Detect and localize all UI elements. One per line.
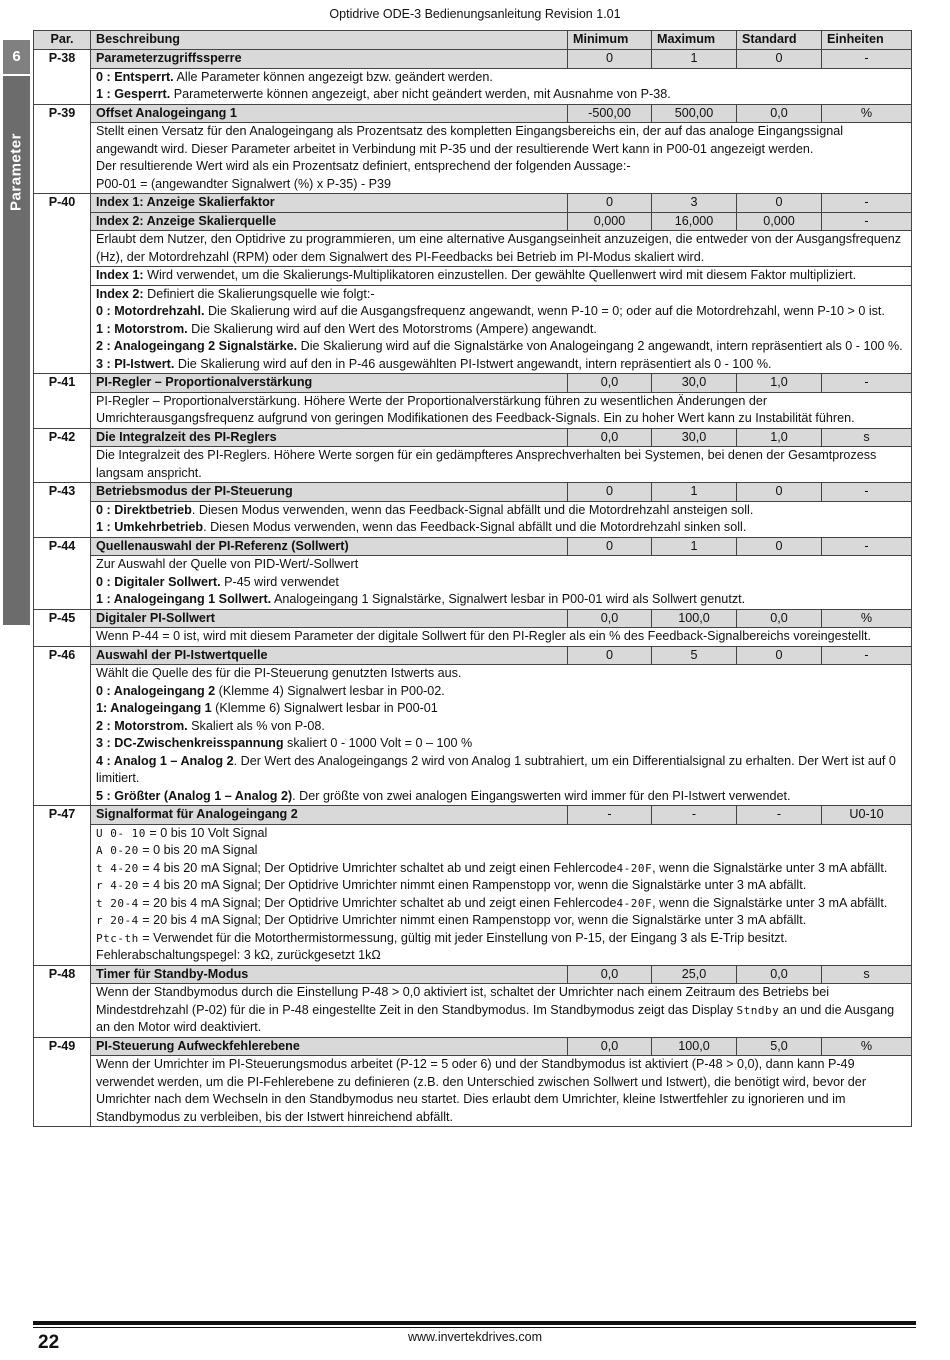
param-description bbox=[91, 556, 912, 610]
param-name: Auswahl der PI-Istwertquelle bbox=[91, 646, 568, 665]
param-default: 0,0 bbox=[737, 965, 822, 984]
param-description bbox=[91, 267, 912, 286]
param-desc-p46 bbox=[34, 665, 912, 806]
param-desc-p45 bbox=[34, 628, 912, 647]
option-label: 0 : Motordrehzahl. bbox=[96, 304, 205, 318]
param-desc-p49 bbox=[34, 1056, 912, 1127]
param-name: Quellenauswahl der PI-Referenz (Sollwert) bbox=[91, 537, 568, 556]
option-label: 0 : Entsperrt. bbox=[96, 69, 174, 84]
display-code: t 4-20 bbox=[96, 861, 139, 875]
param-min: 0,0 bbox=[568, 374, 652, 393]
param-unit: % bbox=[822, 104, 912, 123]
option-text: Die Skalierung wird auf den in P-46 ausgewählten PI-Istwert angewandt, intern repräsentiert als 0 - 100 %. bbox=[174, 356, 772, 371]
option-label: Index 2: bbox=[96, 286, 144, 301]
param-id: P-43 bbox=[34, 483, 91, 538]
param-name: Index 1: Anzeige Skalierfaktor bbox=[91, 194, 568, 213]
param-desc-p39 bbox=[34, 123, 912, 194]
page-number: 22 bbox=[38, 1332, 60, 1353]
param-max: 5 bbox=[652, 646, 737, 665]
option-text: . Der Wert des Analogeingangs 2 wird von Analog 1 subtrahiert, um ein Differentialsignal zu erhalten. Der Wert ist auf 0 limitiert. bbox=[96, 753, 896, 785]
param-name: Die Integralzeit des PI-Reglers bbox=[91, 428, 568, 447]
param-desc-p40 bbox=[34, 231, 912, 267]
param-min: - bbox=[568, 806, 652, 825]
display-code: t 20-4 bbox=[96, 896, 139, 910]
option-text: = 20 bis 4 mA Signal; Der Optidrive Umrichter nimmt einen Rampenstopp vor, wenn die Signalstärke unter 3 mA abfällt. bbox=[138, 913, 807, 927]
param-id: P-40 bbox=[34, 194, 91, 374]
desc-text: Zur Auswahl der Quelle von PID-Wert/-Sollwert bbox=[96, 557, 359, 571]
param-max: - bbox=[652, 806, 737, 825]
param-default: 1,0 bbox=[737, 428, 822, 447]
footer-divider bbox=[33, 1327, 916, 1328]
param-min: 0 bbox=[568, 194, 652, 213]
option-text: Die Skalierung wird auf die Ausgangsfrequenz angewandt, wenn P-10 = 0; oder auf die Motordrehzahl, wenn P-10 > 0 ist. bbox=[204, 304, 885, 318]
param-min: 0,0 bbox=[568, 428, 652, 447]
display-code: Stndby bbox=[736, 1003, 780, 1017]
param-min: 0,0 bbox=[568, 965, 652, 984]
option-text: = 4 bis 20 mA Signal; Der Optidrive Umrichter nimmt einen Rampenstopp vor, wenn die Signalstärke unter 3 mA abfällt. bbox=[138, 878, 807, 892]
param-default: 0 bbox=[737, 50, 822, 69]
param-description bbox=[91, 501, 912, 537]
param-row-p46 bbox=[34, 646, 912, 665]
param-min: 0,0 bbox=[568, 609, 652, 628]
display-code: 4-20F bbox=[616, 896, 653, 910]
param-row-p45 bbox=[34, 609, 912, 628]
param-desc-p42 bbox=[34, 447, 912, 483]
param-row-p44 bbox=[34, 537, 912, 556]
param-default: - bbox=[737, 806, 822, 825]
param-description bbox=[91, 984, 912, 1038]
option-text: = 0 bis 20 mA Signal bbox=[138, 843, 258, 857]
param-default: 0,0 bbox=[737, 609, 822, 628]
param-max: 3 bbox=[652, 194, 737, 213]
param-id: P-47 bbox=[34, 806, 91, 966]
param-max: 100,0 bbox=[652, 609, 737, 628]
param-id: P-45 bbox=[34, 609, 91, 646]
param-unit: - bbox=[822, 194, 912, 213]
param-unit: s bbox=[822, 965, 912, 984]
param-unit: - bbox=[822, 483, 912, 502]
param-desc-p38 bbox=[34, 68, 912, 104]
param-description: PI-Regler – Proportionalverstärkung. Höhere Werte der Proportionalverstärkung führen zu wesentlichen Änderungen der Umrichterausgangsfrequenz aufgrund von geringen Modifikationen des Feedback-Signals. Ein zu hoher Wert kann zu Instabilität führen. bbox=[91, 392, 912, 428]
option-text: Wird verwendet, um die Skalierungs-Multiplikatoren einzustellen. Der gewählte Quellenwert wird mit diesem Faktor multipliziert. bbox=[143, 268, 857, 282]
section-label: Parameter bbox=[7, 133, 25, 211]
display-code: A 0-20 bbox=[96, 844, 139, 857]
param-default: 0,000 bbox=[737, 212, 822, 231]
param-max: 1 bbox=[652, 537, 737, 556]
param-row-p40-index2 bbox=[34, 212, 912, 231]
option-label: 3 : DC-Zwischenkreisspannung bbox=[96, 736, 284, 750]
footer-url[interactable]: www.invertekdrives.com bbox=[407, 1330, 543, 1344]
param-unit: - bbox=[822, 50, 912, 69]
param-unit: - bbox=[822, 374, 912, 393]
col-description: Beschreibung bbox=[91, 31, 568, 50]
option-text: = 20 bis 4 mA Signal; Der Optidrive Umrichter schaltet ab und zeigt einen Fehlercode bbox=[138, 895, 617, 910]
option-label: 1 : Analogeingang 1 Sollwert. bbox=[96, 592, 272, 606]
param-name: Parameterzugriffssperre bbox=[91, 50, 568, 69]
option-label: 0 : Analogeingang 2 bbox=[96, 683, 216, 698]
option-label: Index 1: bbox=[96, 268, 144, 282]
param-min: 0,0 bbox=[568, 1037, 652, 1056]
param-id: P-38 bbox=[34, 50, 91, 105]
param-min: -500,00 bbox=[568, 104, 652, 123]
param-max: 500,00 bbox=[652, 104, 737, 123]
desc-text: Wählt die Quelle des für die PI-Steuerung genutzten Istwerts aus. bbox=[96, 666, 462, 680]
param-description bbox=[91, 285, 912, 374]
desc-text: Der resultierende Wert wird als ein Prozentsatz definiert, entsprechend der folgenden Aussage:- bbox=[96, 159, 631, 173]
param-row-p49 bbox=[34, 1037, 912, 1056]
param-id: P-42 bbox=[34, 428, 91, 483]
option-text: P-45 wird verwendet bbox=[220, 574, 339, 589]
param-desc-p40-index2 bbox=[34, 285, 912, 374]
option-text: skaliert 0 - 1000 Volt = 0 – 100 % bbox=[283, 736, 473, 750]
option-text: , wenn die Signalstärke unter 3 mA abfällt. bbox=[652, 895, 888, 910]
display-code: Ptc-th bbox=[96, 931, 139, 945]
param-max: 30,0 bbox=[652, 428, 737, 447]
param-desc-p44 bbox=[34, 556, 912, 610]
param-min: 0 bbox=[568, 537, 652, 556]
param-description: Wenn der Umrichter im PI-Steuerungsmodus arbeitet (P-12 = 5 oder 6) und der Standbymodus ist aktiviert (P-48 > 0,0), dann kann P-49 verwendet werden, um die PI-Fehlerebene zu definieren (z.B. den Unterschied zwischen Sollwert und Istwert), die benötigt wird, bevor der Umrichter nach dem Wechseln in den Standbymodus neu startet. Dies erlaubt dem Umrichter, kleine Istwertfehler zu ignorieren und im Standbymodus zu verbleiben, bis der Istwert hinreichend abfällt. bbox=[91, 1056, 912, 1127]
option-label: 2 : Motorstrom. bbox=[96, 718, 188, 733]
option-text: . Diesen Modus verwenden, wenn das Feedback-Signal abfällt und die Motordrehzahl sinken soll. bbox=[203, 520, 747, 534]
col-par: Par. bbox=[34, 31, 91, 50]
display-code: 4-20F bbox=[616, 861, 653, 875]
param-name: Digitaler PI-Sollwert bbox=[91, 609, 568, 628]
param-default: 0 bbox=[737, 646, 822, 665]
param-id: P-48 bbox=[34, 965, 91, 1037]
option-label: 1: Analogeingang 1 bbox=[96, 701, 212, 715]
col-maximum: Maximum bbox=[652, 31, 737, 50]
param-min: 0 bbox=[568, 483, 652, 502]
param-row-p47 bbox=[34, 806, 912, 825]
param-row-p39 bbox=[34, 104, 912, 123]
option-text: Skaliert als % von P-08. bbox=[187, 718, 325, 733]
option-text: . Diesen Modus verwenden, wenn das Feedback-Signal abfällt und die Motordrehzahl ansteigen soll. bbox=[191, 502, 754, 517]
param-min: 0,000 bbox=[568, 212, 652, 231]
param-name: Timer für Standby-Modus bbox=[91, 965, 568, 984]
option-label: 1 : Motorstrom. bbox=[96, 321, 188, 336]
param-unit: - bbox=[822, 646, 912, 665]
param-min: 0 bbox=[568, 646, 652, 665]
option-label: 3 : PI-Istwert. bbox=[96, 356, 175, 371]
param-row-p48 bbox=[34, 965, 912, 984]
param-row-p43 bbox=[34, 483, 912, 502]
param-default: 0 bbox=[737, 194, 822, 213]
param-id: P-44 bbox=[34, 537, 91, 609]
param-name: Signalformat für Analogeingang 2 bbox=[91, 806, 568, 825]
param-row-p40-index1 bbox=[34, 194, 912, 213]
option-text: (Klemme 4) Signalwert lesbar in P00-02. bbox=[215, 683, 445, 698]
option-text: = Verwendet für die Motorthermistormessung, gültig mit jeder Einstellung von P-15, der Eingang 3 als E-Trip besitzt. Fehlerabschaltungspegel: 3 kΩ, zurückgesetzt 1kΩ bbox=[96, 930, 788, 962]
param-max: 1 bbox=[652, 483, 737, 502]
option-text: Die Skalierung wird auf den Wert des Motorstroms (Ampere) angewandt. bbox=[187, 321, 597, 336]
param-desc-p48 bbox=[34, 984, 912, 1038]
param-max: 16,000 bbox=[652, 212, 737, 231]
option-text: Die Skalierung wird auf die Signalstärke von Analogeingang 2 angewandt, intern repräsentiert als 0 - 100 %. bbox=[297, 339, 903, 353]
table-header-row bbox=[34, 31, 912, 50]
option-text: , wenn die Signalstärke unter 3 mA abfällt. bbox=[652, 860, 888, 875]
param-description bbox=[91, 68, 912, 104]
option-text: Parameterwerte können angezeigt, aber nicht geändert werden, mit Ausnahme von P-38. bbox=[170, 87, 671, 101]
param-description bbox=[91, 123, 912, 194]
param-id: P-49 bbox=[34, 1037, 91, 1127]
param-min: 0 bbox=[568, 50, 652, 69]
col-units: Einheiten bbox=[822, 31, 912, 50]
param-description: Erlaubt dem Nutzer, den Optidrive zu programmieren, um eine alternative Ausgangseinheit anzuzeigen, die entweder von der Ausgangsfrequenz (Hz), der Motordrehzahl (RPM) oder dem Signalwert des PI-Feedbacks bei Betrieb im PI-Modus skaliert wird. bbox=[91, 231, 912, 267]
section-tab bbox=[3, 40, 30, 625]
option-label: 0 : Digitaler Sollwert. bbox=[96, 574, 221, 589]
desc-text: Stellt einen Versatz für den Analogeingang als Prozentsatz des kompletten Eingangsbereichs ein, der auf das analoge Eingangssignal angewandt wird. Dieser Parameter arbeitet in Verbindung mit P-35 und der resultierende Wert kann in P00-01 angezeigt werden. bbox=[96, 124, 844, 156]
display-code: r 20-4 bbox=[96, 914, 139, 927]
param-default: 0 bbox=[737, 483, 822, 502]
option-text: Alle Parameter können angezeigt bzw. geändert werden. bbox=[173, 69, 493, 84]
option-label: 1 : Umkehrbetrieb bbox=[96, 520, 204, 534]
param-id: P-46 bbox=[34, 646, 91, 806]
param-desc-p43 bbox=[34, 501, 912, 537]
display-code: r 4-20 bbox=[96, 879, 139, 892]
option-label: 4 : Analog 1 – Analog 2 bbox=[96, 753, 234, 768]
param-name: Betriebsmodus der PI-Steuerung bbox=[91, 483, 568, 502]
param-description: Wenn P-44 = 0 ist, wird mit diesem Parameter der digitale Sollwert für den PI-Regler als ein % des Feedback-Signalbereichs voreingestellt. bbox=[91, 628, 912, 647]
param-unit: U0-10 bbox=[822, 806, 912, 825]
param-name: Offset Analogeingang 1 bbox=[91, 104, 568, 123]
document-header: Optidrive ODE-3 Bedienungsanleitung Revision 1.01 bbox=[329, 7, 621, 21]
param-name: Index 2: Anzeige Skalierquelle bbox=[91, 212, 568, 231]
param-default: 0,0 bbox=[737, 104, 822, 123]
option-text: (Klemme 6) Signalwert lesbar in P00-01 bbox=[211, 701, 438, 715]
param-description: Die Integralzeit des PI-Reglers. Höhere Werte sorgen für ein gedämpfteres Ansprechverhalten bei Systemen, bei denen der Gesamtprozess langsam anspricht. bbox=[91, 447, 912, 483]
param-default: 1,0 bbox=[737, 374, 822, 393]
param-row-p38 bbox=[34, 50, 912, 69]
param-unit: - bbox=[822, 537, 912, 556]
col-standard: Standard bbox=[737, 31, 822, 50]
option-label: 1 : Gesperrt. bbox=[96, 87, 171, 101]
param-unit: - bbox=[822, 212, 912, 231]
param-name: PI-Regler – Proportionalverstärkung bbox=[91, 374, 568, 393]
param-unit: % bbox=[822, 1037, 912, 1056]
param-row-p42 bbox=[34, 428, 912, 447]
option-text: = 0 bis 10 Volt Signal bbox=[145, 825, 268, 840]
param-default: 0 bbox=[737, 537, 822, 556]
option-text: Definiert die Skalierungsquelle wie folgt:- bbox=[143, 286, 375, 301]
desc-text: an und die Ausgang an den Motor wird deaktiviert. bbox=[96, 1002, 895, 1034]
param-row-p41 bbox=[34, 374, 912, 393]
option-text: Analogeingang 1 Signalstärke, Signalwert lesbar in P00-01 wird als Sollwert genutzt. bbox=[271, 592, 746, 606]
option-label: 2 : Analogeingang 2 Signalstärke. bbox=[96, 339, 298, 353]
parameter-table bbox=[33, 30, 912, 1127]
param-desc-p40-index1 bbox=[34, 267, 912, 286]
formula-text: P00-01 = (angewandter Signalwert (%) x P-35) - P39 bbox=[96, 176, 392, 191]
param-unit: s bbox=[822, 428, 912, 447]
desc-text: Wenn der Standbymodus durch die Einstellung P-48 > 0,0 aktiviert ist, schaltet der Umrichter nach einem Zeitraum des Betriebs bei Mindestdrehzahl (P-02) für die in P-48 eingestellte Zeit in den Standbymodus. Im Standbymodus zeigt das Display bbox=[96, 985, 830, 1017]
option-label: 0 : Direktbetrieb bbox=[96, 502, 192, 517]
param-max: 25,0 bbox=[652, 965, 737, 984]
param-id: P-41 bbox=[34, 374, 91, 429]
param-desc-p41 bbox=[34, 392, 912, 428]
display-code: U 0- 10 bbox=[96, 826, 146, 840]
option-text: = 4 bis 20 mA Signal; Der Optidrive Umrichter schaltet ab und zeigt einen Fehlercode bbox=[138, 860, 617, 875]
param-description bbox=[91, 665, 912, 806]
section-number: 6 bbox=[3, 40, 30, 76]
param-desc-p47 bbox=[34, 824, 912, 965]
param-id: P-39 bbox=[34, 104, 91, 194]
param-unit: % bbox=[822, 609, 912, 628]
param-default: 5,0 bbox=[737, 1037, 822, 1056]
col-minimum: Minimum bbox=[568, 31, 652, 50]
option-label: 5 : Größter (Analog 1 – Analog 2) bbox=[96, 788, 293, 803]
param-description bbox=[91, 824, 912, 965]
param-max: 30,0 bbox=[652, 374, 737, 393]
param-name: PI-Steuerung Aufweckfehlerebene bbox=[91, 1037, 568, 1056]
param-max: 100,0 bbox=[652, 1037, 737, 1056]
footer-divider bbox=[33, 1321, 916, 1325]
option-text: . Der größte von zwei analogen Eingangswerten wird immer für den PI-Istwert verwendet. bbox=[292, 788, 791, 803]
param-max: 1 bbox=[652, 50, 737, 69]
